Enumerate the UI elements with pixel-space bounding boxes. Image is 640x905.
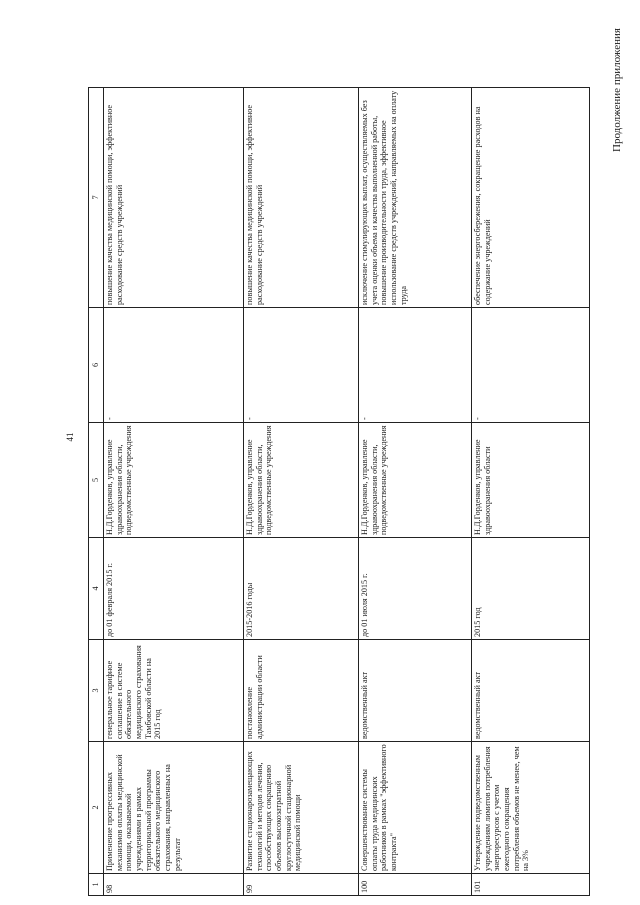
col6-cell: - <box>104 308 244 423</box>
row-number: 98 <box>104 874 244 896</box>
rotated-table-frame <box>88 88 588 896</box>
col6-cell: - <box>359 308 472 423</box>
header-col-6: 6 <box>89 308 104 423</box>
result-cell: обеспечение энергосбережения, сокращение расходов на содержание учреждений <box>472 88 590 308</box>
header-col-7: 7 <box>89 88 104 308</box>
continuation-caption-container <box>607 0 627 180</box>
document-cell: ведомственный акт <box>359 640 472 742</box>
measure-cell: Совершенствование системы оплаты труда медицинских работников в рамках "эффективного контракта" <box>359 742 472 874</box>
table-row <box>104 88 244 896</box>
measure-cell: Утверждение подведомственным учреждениям лимитов потребления энергоресурсов с учетом ежегодного сокращения потребления объемов не менее, чем на 3% <box>472 742 590 874</box>
measure-cell: Применение прогрессивных механизмов оплаты медицинской помощи, оказываемой учреждениями в рамках территориальной программы обязательного медицинского страхования, направленных на результат <box>104 742 244 874</box>
page-number: 41 <box>65 432 75 442</box>
responsible-cell: Н.Д.Горденков, управление здравоохранения области, подведомственные учреждения <box>104 423 244 538</box>
col6-cell: - <box>472 308 590 423</box>
deadline-cell: до 01 июля 2015 г. <box>359 538 472 640</box>
col6-cell: - <box>244 308 359 423</box>
row-number: 101 <box>472 874 590 896</box>
table-row <box>244 88 359 896</box>
deadline-cell: 2015 год <box>472 538 590 640</box>
continuation-caption: Продолжение приложения <box>611 28 623 152</box>
responsible-cell: Н.Д.Горденков, управление здравоохранения области <box>472 423 590 538</box>
header-row <box>89 88 104 896</box>
appendix-table <box>88 87 590 896</box>
responsible-cell: Н.Д.Горденков, управление здравоохранения области, подведомственные учреждения <box>359 423 472 538</box>
header-col-4: 4 <box>89 538 104 640</box>
document-cell: генеральное тарифное соглашение в системе обязательного медицинского страхования Тамбовской области на 2015 год <box>104 640 244 742</box>
row-number: 100 <box>359 874 472 896</box>
result-cell: повышение качества медицинской помощи, эффективное расходование средств учреждений <box>244 88 359 308</box>
header-col-1: 1 <box>89 874 104 896</box>
row-number: 99 <box>244 874 359 896</box>
header-col-3: 3 <box>89 640 104 742</box>
table-row <box>472 88 590 896</box>
deadline-cell: 2015-2016 годы <box>244 538 359 640</box>
table-row <box>359 88 472 896</box>
measure-cell: Развитие стационарозамещающих технологий и методов лечения, способствующих сокращению объемов высокозатратной круглосуточной стационарной медицинской помощи <box>244 742 359 874</box>
header-col-5: 5 <box>89 423 104 538</box>
result-cell: исключение стимулирующих выплат, осуществляемых без учета оценки объема и качества выполненной работы, повышение производительности труда, эффективное использование средств учреждений, направляемых на оплату труда <box>359 88 472 308</box>
document-cell: постановление администрации области <box>244 640 359 742</box>
responsible-cell: Н.Д.Горденков, управление здравоохранения области, подведомственные учреждения <box>244 423 359 538</box>
header-col-2: 2 <box>89 742 104 874</box>
appendix-table-wrapper <box>88 88 588 896</box>
document-cell: ведомственный акт <box>472 640 590 742</box>
result-cell: повышение качества медицинской помощи, эффективное расходование средств учреждений <box>104 88 244 308</box>
deadline-cell: до 01 февраля 2015 г. <box>104 538 244 640</box>
